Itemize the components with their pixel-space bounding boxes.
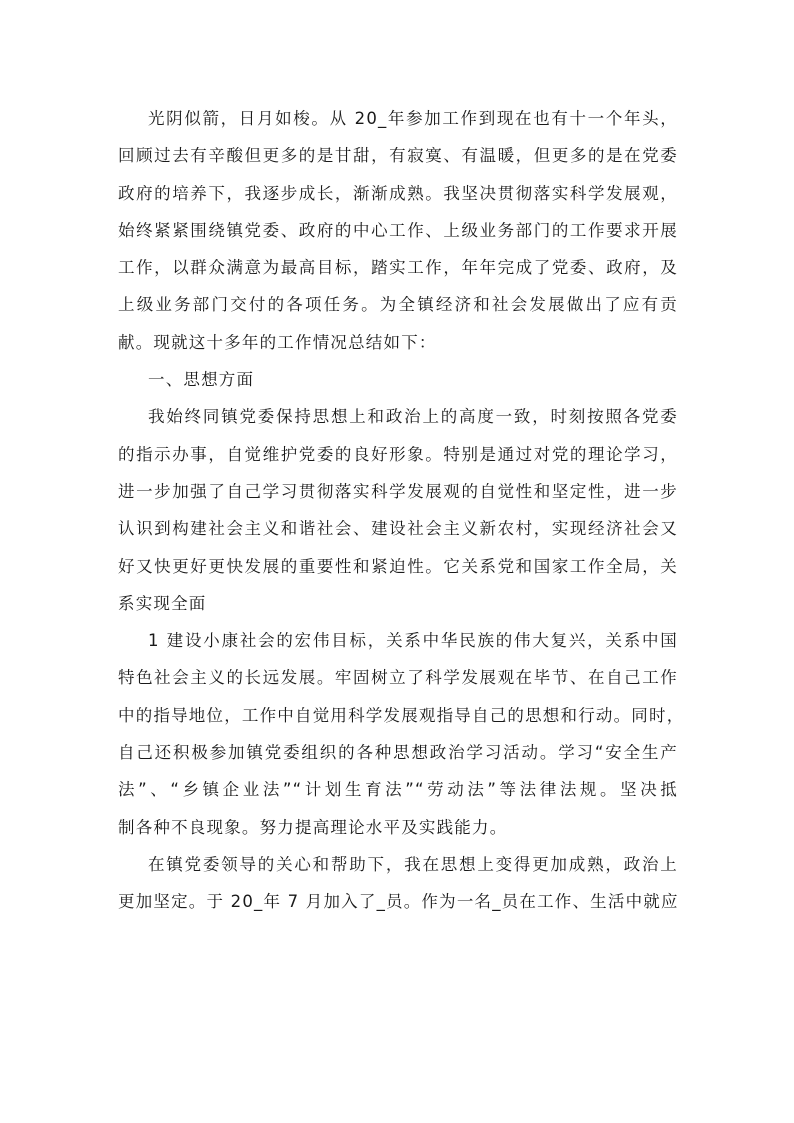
paragraph-line: 工作，以群众满意为最高目标，踏实工作，年年完成了党委、政府，及: [118, 258, 678, 278]
paragraph-line: 系实现全面: [118, 593, 207, 613]
paragraph-line: 好又快更好更快发展的重要性和紧迫性。它关系党和国家工作全局，关: [118, 556, 678, 576]
paragraph-line: 回顾过去有辛酸但更多的是甘甜，有寂寞、有温暖，但更多的是在党委: [118, 146, 678, 166]
paragraph-line: 献。现就这十多年的工作情况总结如下：: [118, 332, 437, 352]
paragraph-line: 更加坚定。于 20_年 7 月加入了_员。作为一名_员在工作、生活中就应: [118, 892, 679, 912]
paragraph-line: 1 建设小康社会的宏伟目标，关系中华民族的伟大复兴，关系中国: [148, 631, 678, 651]
paragraph-line: 上级业务部门交付的各项任务。为全镇经济和社会发展做出了应有贡: [118, 295, 678, 315]
document-body: [118, 100, 685, 921]
paragraph-line: 政府的培养下，我逐步成长，渐渐成熟。我坚决贯彻落实科学发展观，: [118, 183, 678, 203]
paragraph-line: 特色社会主义的长远发展。牢固树立了科学发展观在毕节、在自己工作: [118, 668, 678, 688]
paragraph-line: 在镇党委领导的关心和帮助下，我在思想上变得更加成熟，政治上: [148, 854, 678, 874]
paragraph-line: 的指示办事，自觉维护党委的良好形象。特别是通过对党的理论学习，: [118, 444, 678, 464]
paragraph-line: 中的指导地位，工作中自觉用科学发展观指导自己的思想和行动。同时，: [118, 705, 685, 725]
paragraph-line: 光阴似箭，日月如梭。从 20_年参加工作到现在也有十一个年头，: [148, 109, 678, 128]
paragraph-line: 始终紧紧围绕镇党委、政府的中心工作、上级业务部门的工作要求开展: [118, 220, 678, 240]
paragraph-line: 进一步加强了自己学习贯彻落实科学发展观的自觉性和坚定性，进一步: [118, 481, 678, 501]
paragraph-line: 制各种不良现象。努力提高理论水平及实践能力。: [118, 817, 508, 837]
paragraph-line: 认识到构建社会主义和谐社会、建设社会主义新农村，实现经济社会又: [118, 519, 678, 539]
paragraph-line: 法”、“乡镇企业法”“计划生育法”“劳动法”等法律法规。坚决抵: [118, 780, 678, 800]
paragraph-line: 我始终同镇党委保持思想上和政治上的高度一致，时刻按照各党委: [148, 407, 678, 427]
section-heading: 一、思想方面: [148, 370, 255, 390]
paragraph-line: 自己还积极参加镇党委组织的各种思想政治学习活动。学习“安全生产: [118, 743, 678, 763]
